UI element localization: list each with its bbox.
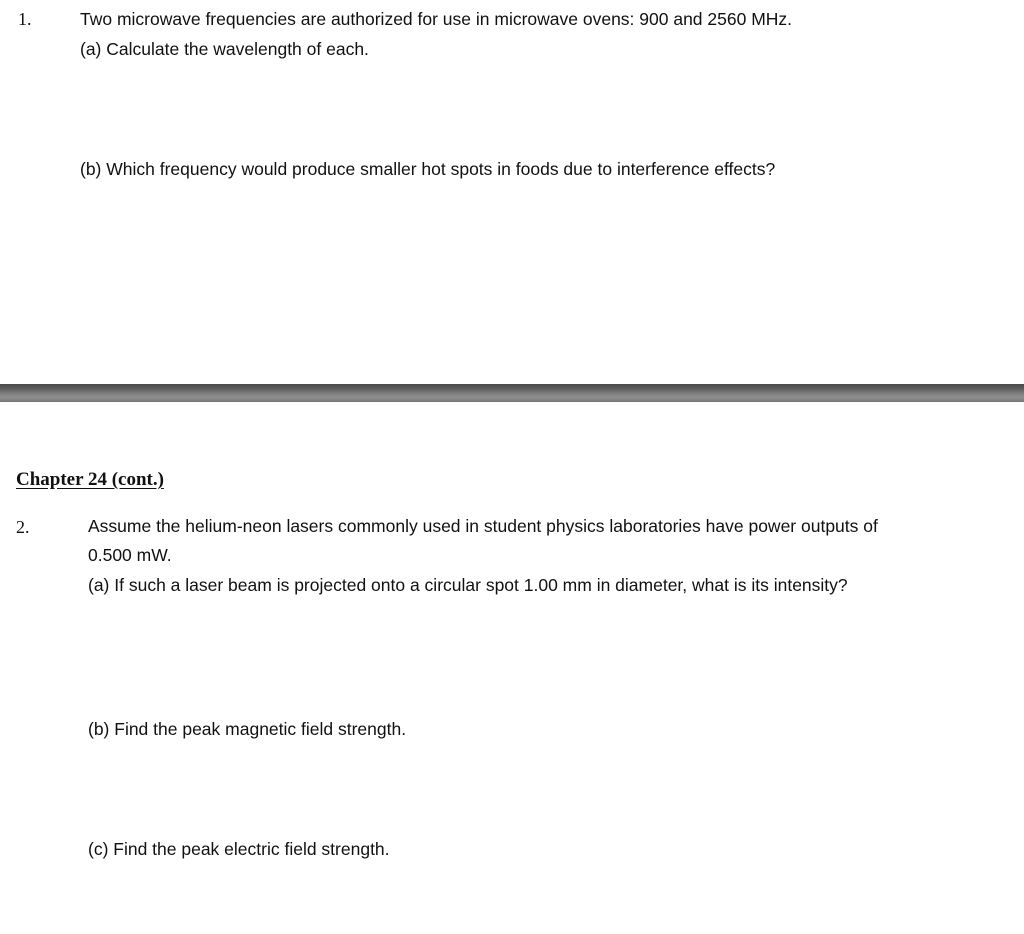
question-2-part-a: (a) If such a laser beam is projected onto a circular spot 1.00 mm in diameter, what is its intensity?: [88, 575, 848, 595]
question-2-stem-line-1: Assume the helium-neon lasers commonly used in student physics laboratories have power outputs of: [88, 516, 878, 536]
question-1-part-a: (a) Calculate the wavelength of each.: [80, 39, 369, 59]
question-2-part-b: (b) Find the peak magnetic field strength.: [88, 719, 407, 739]
question-1-stem: Two microwave frequencies are authorized for use in microwave ovens: 900 and 2560 MHz.: [80, 9, 793, 29]
question-1-part-b: (b) Which frequency would produce smaller hot spots in foods due to interference effects?: [80, 159, 776, 179]
question-2-part-c: (c) Find the peak electric field strength.: [88, 839, 390, 859]
question-1-number: 1.: [18, 9, 32, 29]
chapter-heading: Chapter 24 (cont.): [16, 469, 164, 490]
question-2-stem-line-2: 0.500 mW.: [88, 545, 172, 565]
page-divider: [0, 384, 1024, 402]
question-2-number: 2.: [16, 517, 30, 537]
